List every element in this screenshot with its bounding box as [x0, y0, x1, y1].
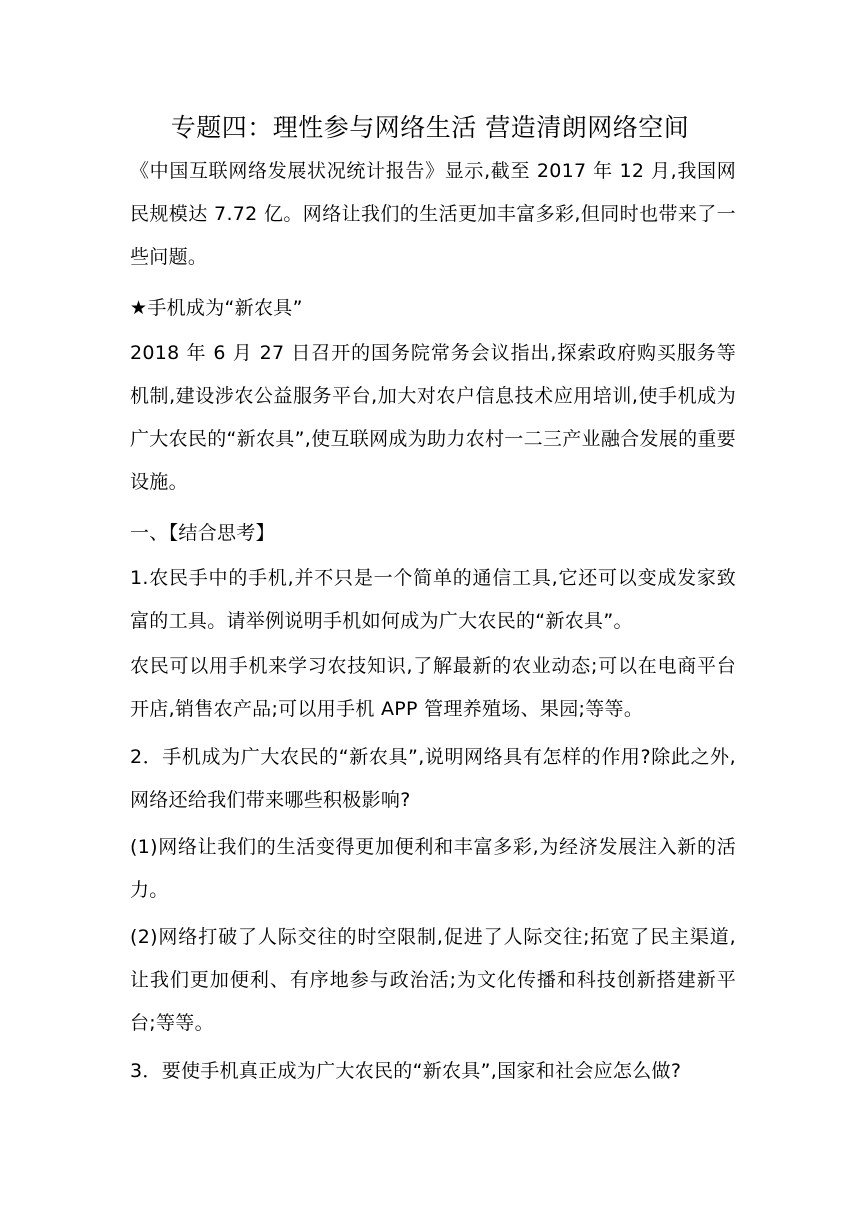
question-1: 1.农民手中的手机,并不只是一个简单的通信工具,它还可以变成发家致富的工具。请举例说明手机如何成为广大农民的“新农具”。 [130, 567, 736, 632]
section-label: 一、【结合思考】 [130, 522, 275, 544]
question-2: 2．手机成为广大农民的“新农具”,说明网络具有怎样的作用?除此之外,网络还给我们带来哪些积极影响? [130, 746, 736, 811]
news-paragraph: 2018 年 6 月 27 日召开的国务院常务会议指出,探索政府购买服务等机制,建设涉农公益服务平台,加大对农户信息技术应用培训,使手机成为广大农民的“新农具”,使互联网成为助力农村一二三产业融合发展的重要设施。 [130, 342, 736, 493]
section-heading-star: ★手机成为“新农具” [130, 297, 303, 319]
intro-paragraph: 《中国互联网络发展状况统计报告》显示,截至 2017 年 12 月,我国网民规模达 7.72 亿。网络让我们的生活更加丰富多彩,但同时也带来了一些问题。 [130, 160, 736, 268]
answer-1: 农民可以用手机来学习农技知识,了解最新的农业动态;可以在电商平台开店,销售农产品;可以用手机 APP 管理养殖场、果园;等等。 [130, 655, 736, 720]
page-title: 专题四：理性参与网络生活 营造清朗网络空间 [170, 113, 690, 142]
answer-2-part-2: (2)网络打破了人际交往的时空限制,促进了人际交往;拓宽了民主渠道,让我们更加便利、有序地参与政治活;为文化传播和科技创新搭建新平台;等等。 [130, 926, 736, 1034]
question-3: 3．要使手机真正成为广大农民的“新农具”,国家和社会应怎么做? [130, 1060, 682, 1082]
answer-2-part-1: (1)网络让我们的生活变得更加便利和丰富多彩,为经济发展注入新的活力。 [130, 836, 736, 901]
